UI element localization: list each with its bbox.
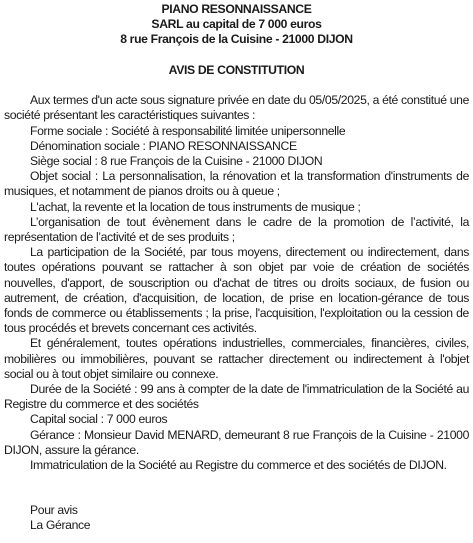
notice-header xyxy=(4,2,469,48)
spacer xyxy=(4,48,469,63)
company-address: 8 rue François de la Cuisine - 21000 DIJON xyxy=(120,32,353,47)
signature-line-2: La Gérance xyxy=(30,518,91,533)
registered-office: Siège social : 8 rue François de la Cuisine - 21000 DIJON xyxy=(30,153,323,168)
company-capital: SARL au capital de 7 000 euros xyxy=(151,17,322,32)
registration: Immatriculation de la Société au Registre du commerce et des sociétés de DIJON. xyxy=(30,458,447,473)
purpose-sales: L'achat, la revente et la location de tous instruments de musique ; xyxy=(30,199,361,214)
legal-notice xyxy=(4,0,469,534)
share-capital: Capital social : 7 000 euros xyxy=(30,412,168,427)
management: Gérance : Monsieur David MENARD, demeurant 8 rue François de la Cuisine - 21000 DIJON, assure la gérance. xyxy=(4,427,469,457)
corporate-purpose: Objet social : La personnalisation, la rénovation et la transformation d'instruments de musiques, et notamment de pianos droits ou à queue ; xyxy=(4,169,469,199)
intro-paragraph: Aux termes d'un acte sous signature privée en date du 05/05/2025, a été constitué une société présentant les caractéristiques suivantes : xyxy=(4,93,469,123)
signature-block xyxy=(4,503,469,533)
legal-form: Forme sociale : Société à responsabilité limitée unipersonnelle xyxy=(30,123,346,138)
company-denomination: Dénomination sociale : PIANO RESONNAISSANCE xyxy=(30,138,297,153)
purpose-participation: La participation de la Société, par tous moyens, directement ou indirectement, dans toutes opérations pouvant se rattacher à son objet par voie de création de sociétés nouvelles, d'apport, de souscription ou d'achat de titres ou droits sociaux, de fusion ou autrement, de création, d'acquisition, de location, de prise en location-gérance de tous fonds de commerce ou établissements ; la prise, l'acquisition, l'exploitation ou la cession de tous procédés et brevets concernant ces activités. xyxy=(4,245,469,336)
notice-title: AVIS DE CONSTITUTION xyxy=(168,62,305,77)
spacer xyxy=(4,78,469,93)
purpose-general: Et généralement, toutes opérations industrielles, commerciales, financières, civiles, mobilières ou immobilières, pouvant se rattacher directement ou indirectement à l'objet social ou à tout objet similaire ou connexe. xyxy=(4,336,469,381)
company-duration: Durée de la Société : 99 ans à compter de la date de l'immatriculation de la Société au Registre du commerce et des sociétés xyxy=(4,382,469,412)
signature-line-1: Pour avis xyxy=(30,503,78,518)
company-name: PIANO RESONNAISSANCE xyxy=(161,2,312,16)
notice-body xyxy=(4,93,469,473)
purpose-events: L’organisation de tout évènement dans le cadre de la promotion de l’activité, la représentation de l’activité et de ses produits ; xyxy=(4,214,469,244)
